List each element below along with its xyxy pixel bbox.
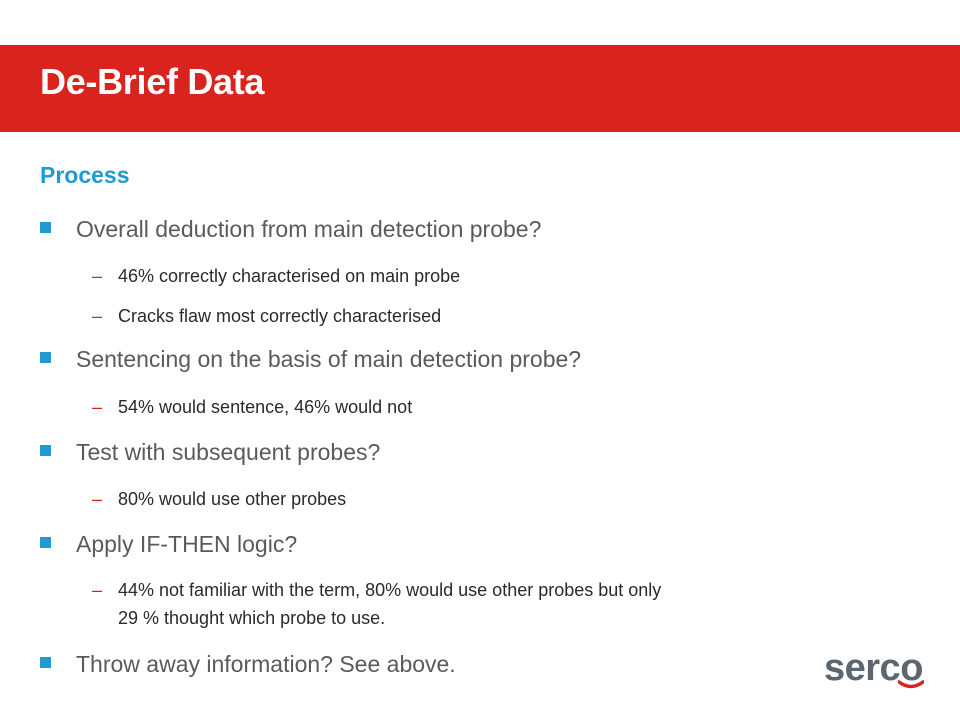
sub-bullet-item (92, 266, 460, 287)
bullet-text: Sentencing on the basis of main detection probe? (76, 346, 582, 372)
square-bullet-icon (40, 222, 51, 233)
bullet-text: Throw away information? See above. (76, 651, 456, 677)
sub-bullet-text: 54% would sentence, 46% would not (118, 397, 413, 417)
slide-title: De-Brief Data (40, 61, 265, 102)
sub-bullet-text: 46% correctly characterised on main probe (118, 266, 461, 286)
sub-bullet-item (92, 580, 661, 601)
logo-text: serco (824, 647, 923, 689)
sub-bullet-item (92, 489, 346, 510)
bullet-item (40, 216, 541, 243)
square-bullet-icon (40, 352, 51, 363)
logo-swoosh-icon (898, 680, 924, 690)
sub-bullet-text: 44% not familiar with the term, 80% would use other probes but only (118, 580, 662, 600)
dash-bullet-icon: – (92, 266, 103, 286)
sub-bullet-text: Cracks flaw most correctly characterised (118, 306, 442, 326)
square-bullet-icon (40, 445, 51, 456)
bullet-text: Apply IF-THEN logic? (76, 531, 298, 557)
bullet-item (40, 651, 456, 678)
bullet-text: Overall deduction from main detection probe? (76, 216, 542, 242)
dash-bullet-icon: – (92, 397, 103, 417)
bullet-item (40, 346, 581, 373)
square-bullet-icon (40, 537, 51, 548)
sub-bullet-text: 80% would use other probes (118, 489, 347, 509)
serco-logo (824, 648, 934, 694)
dash-bullet-icon: – (92, 580, 103, 600)
sub-bullet-item (92, 306, 441, 327)
dash-bullet-icon: – (92, 306, 103, 326)
square-bullet-icon (40, 657, 51, 668)
section-heading: Process (40, 162, 130, 188)
dash-bullet-icon: – (92, 489, 103, 509)
title-bar (0, 45, 960, 132)
bullet-text: Test with subsequent probes? (76, 439, 381, 465)
sub-bullet-item (92, 397, 412, 418)
sub-bullet-continuation: 29 % thought which probe to use. (118, 608, 386, 628)
bullet-item (40, 439, 380, 466)
bullet-item (40, 531, 297, 558)
